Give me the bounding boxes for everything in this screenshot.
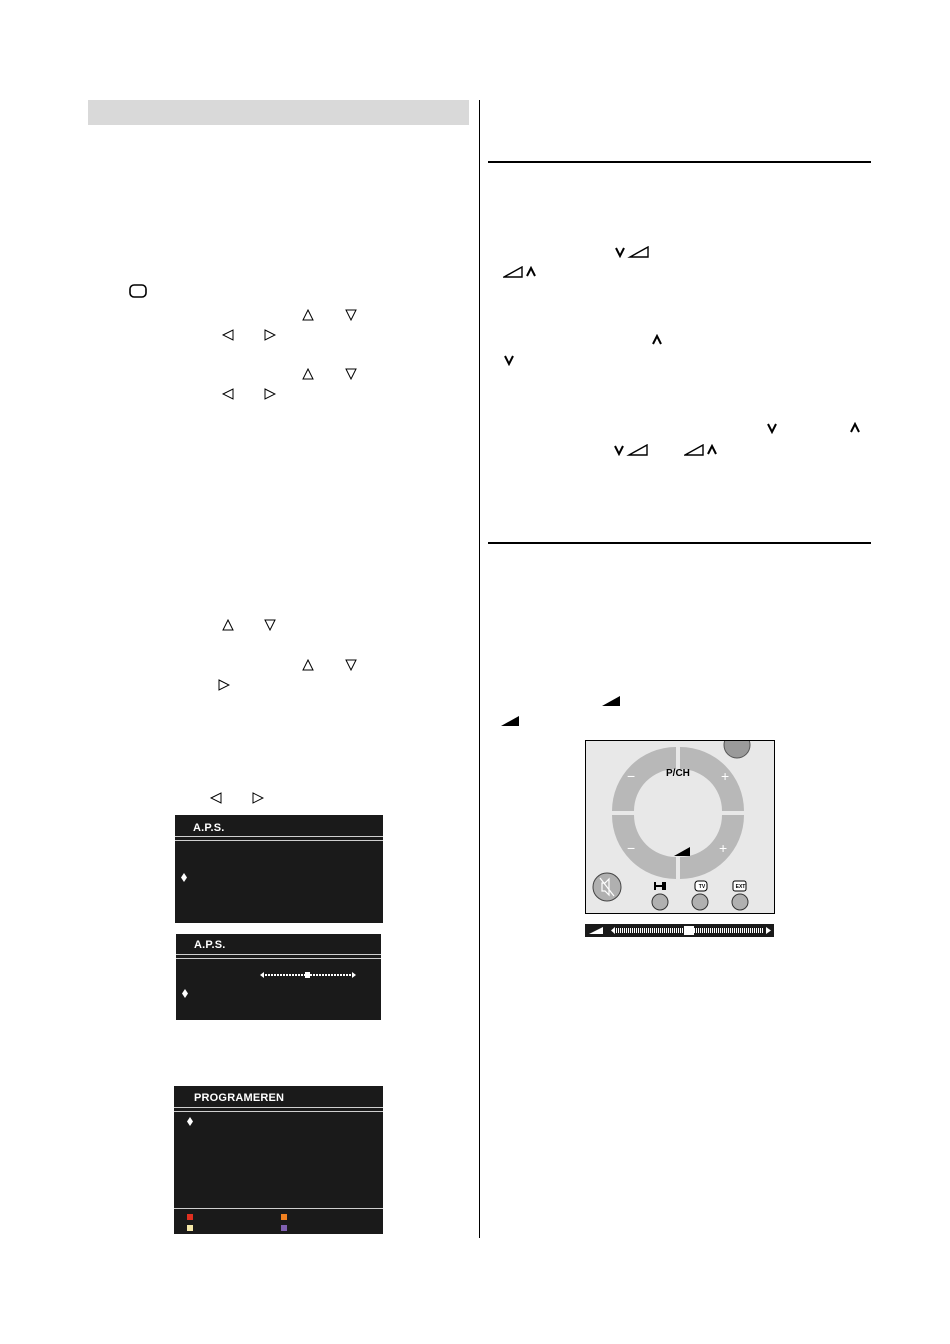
- caret-up-icon: [651, 334, 663, 346]
- osd-separator: [174, 1208, 383, 1209]
- av-source-icon: [654, 882, 666, 890]
- volume-osd-bar: [585, 924, 774, 937]
- volume-level-indicator: [585, 924, 774, 937]
- down-arrow-icon: [264, 619, 276, 631]
- volume-up-icon: [684, 444, 720, 456]
- tv-label: TV: [698, 884, 706, 890]
- av-source-button[interactable]: [652, 894, 668, 910]
- column-divider: [479, 100, 480, 1238]
- left-arrow-icon: [210, 792, 222, 804]
- right-arrow-icon: [218, 679, 230, 691]
- down-arrow-icon: [345, 309, 357, 321]
- cursor-diamond-icon: [181, 873, 187, 882]
- volume-plus-button[interactable]: +: [719, 840, 728, 856]
- left-arrow-icon: [222, 329, 234, 341]
- caret-up-icon: [849, 422, 861, 434]
- cursor-diamond-icon: [187, 1117, 193, 1126]
- section-heading-bar: [88, 100, 469, 125]
- volume-down-icon: [614, 246, 650, 258]
- power-button[interactable]: [724, 741, 750, 758]
- osd-separator: [174, 1111, 383, 1112]
- ext-button[interactable]: [732, 894, 748, 910]
- volume-up-icon: [503, 266, 539, 278]
- orange-key-icon: [281, 1214, 287, 1220]
- program-plus-button[interactable]: +: [721, 768, 730, 784]
- volume-wedge-icon: [589, 927, 603, 934]
- volume-minus-button[interactable]: −: [627, 840, 636, 856]
- volume-wedge-icon: [674, 847, 690, 856]
- osd-aps-progress-screen: [176, 934, 381, 1020]
- tv-front-panel: [585, 740, 775, 914]
- osd-separator: [175, 840, 383, 841]
- purple-key-icon: [281, 1225, 287, 1231]
- yellow-key-icon: [187, 1225, 193, 1231]
- ext-label: EXT: [735, 884, 746, 890]
- search-progress-bar: [260, 971, 356, 979]
- osd-aps-screen: [175, 815, 383, 923]
- right-arrow-icon: [264, 329, 276, 341]
- right-section-rule-1: [488, 161, 871, 163]
- volume-wedge-icon: [602, 696, 620, 706]
- osd-title: A.P.S.: [193, 822, 225, 834]
- volume-slider-thumb[interactable]: [684, 926, 694, 935]
- volume-down-icon: [613, 444, 649, 456]
- program-minus-button[interactable]: −: [627, 768, 636, 784]
- osd-separator: [176, 954, 381, 955]
- down-arrow-icon: [345, 368, 357, 380]
- red-key-icon: [187, 1214, 193, 1220]
- right-arrow-icon: [264, 388, 276, 400]
- osd-separator: [176, 958, 381, 959]
- up-arrow-icon: [302, 368, 314, 380]
- osd-title: PROGRAMEREN: [194, 1092, 285, 1104]
- caret-down-icon: [766, 422, 778, 434]
- right-section-rule-2: [488, 542, 871, 544]
- volume-wedge-icon: [501, 716, 519, 726]
- osd-separator: [174, 1107, 383, 1108]
- up-arrow-icon: [302, 309, 314, 321]
- down-arrow-icon: [345, 659, 357, 671]
- control-ring: [612, 747, 744, 879]
- osd-separator: [175, 836, 383, 837]
- up-arrow-icon: [302, 659, 314, 671]
- cursor-diamond-icon: [182, 989, 188, 998]
- caret-down-icon: [503, 354, 515, 366]
- tv-button[interactable]: [692, 894, 708, 910]
- left-arrow-icon: [222, 388, 234, 400]
- program-control-label: P/CH: [666, 768, 690, 779]
- tv-screen-icon: [129, 284, 147, 298]
- right-arrow-icon: [252, 792, 264, 804]
- osd-programming-screen: [174, 1086, 383, 1234]
- osd-title: A.P.S.: [194, 939, 226, 951]
- up-arrow-icon: [222, 619, 234, 631]
